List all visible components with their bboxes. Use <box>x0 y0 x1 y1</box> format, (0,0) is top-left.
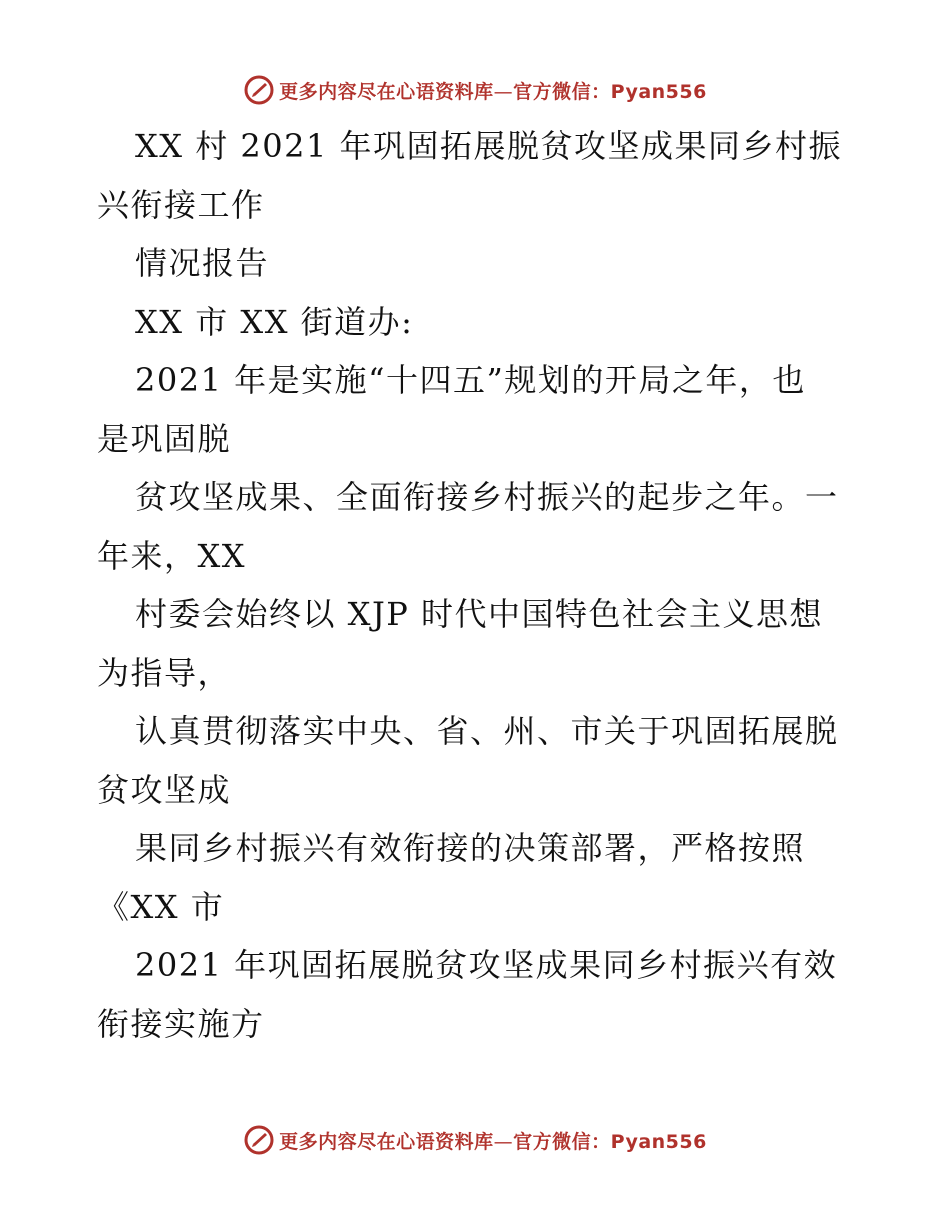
brand-logo-icon <box>243 1124 275 1156</box>
text-line: 年来，XX <box>97 536 247 575</box>
text-line: 是巩固脱 <box>97 419 232 458</box>
text-line: 2021 年巩固拓展脱贫攻坚成果同乡村振兴有效 <box>135 946 838 984</box>
document-body <box>97 117 867 1053</box>
footer-banner <box>0 1122 950 1158</box>
banner-separator: — <box>493 1130 514 1153</box>
text-line: 兴衔接工作 <box>97 185 265 224</box>
text-line: 《XX 市 <box>97 887 225 926</box>
brand-logo-icon <box>243 74 275 106</box>
text-line: XX 村 2021 年巩固拓展脱贫攻坚成果同乡村振 <box>135 127 843 165</box>
text-line: 为指导， <box>97 653 232 692</box>
text-line: 认真贯彻落实中央、省、州、市关于巩固拓展脱 <box>135 712 839 750</box>
text-line: 情况报告 <box>135 244 270 282</box>
text-line: 2021 年是实施“十四五”规划的开局之年，也 <box>135 361 806 399</box>
text-line: 贫攻坚成果、全面衔接乡村振兴的起步之年。一 <box>135 478 839 516</box>
text-line: 村委会始终以 XJP 时代中国特色社会主义思想 <box>135 595 823 633</box>
banner-separator: — <box>493 80 514 103</box>
banner-site-text: 更多内容尽在心语资料库 <box>279 80 494 103</box>
banner-wechat-text: 官方微信：Pyan556 <box>513 80 707 103</box>
banner-site-text: 更多内容尽在心语资料库 <box>279 1130 494 1153</box>
text-line: 果同乡村振兴有效衔接的决策部署，严格按照 <box>135 829 806 867</box>
header-banner <box>0 72 950 108</box>
banner-wechat-text: 官方微信：Pyan556 <box>513 1130 707 1153</box>
text-line: XX 市 XX 街道办: <box>135 302 414 341</box>
text-line: 贫攻坚成 <box>97 770 232 809</box>
text-line: 衔接实施方 <box>97 1004 265 1043</box>
